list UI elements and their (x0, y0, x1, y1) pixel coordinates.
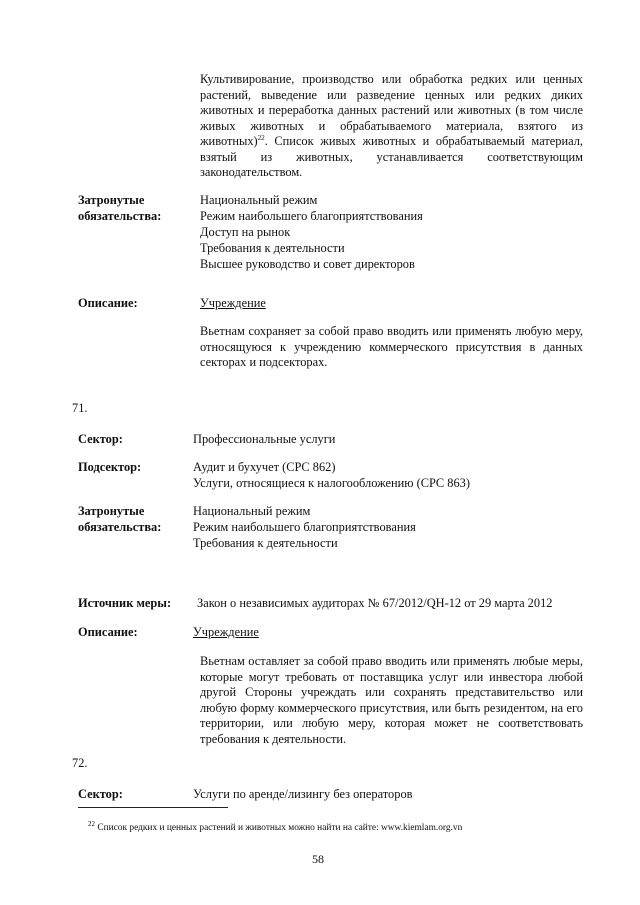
footnote-mark: 22 (88, 819, 95, 828)
obligation-item: Национальный режим (193, 504, 311, 518)
obligation-item: Доступ на рынок (200, 225, 291, 239)
block1-description-body: Вьетнам сохраняет за собой право вводить или применять любую меру, относящуюся к учреждению коммерческого присутствия в данных секторах и подсекторах. (200, 324, 583, 369)
page-number: 58 (312, 852, 324, 866)
obligations-label-line2: обязательства: (78, 520, 162, 534)
obligation-item: Требования к деятельности (200, 241, 345, 255)
footnote-separator (78, 807, 228, 808)
obligations-label-line2: обязательства: (78, 209, 162, 223)
block1-description-heading: Учреждение (200, 296, 266, 310)
entry71-description-heading: Учреждение (193, 625, 259, 639)
block1-description-paragraph (200, 72, 583, 181)
block1-obligations-list (200, 192, 423, 272)
entry71-description-body: Вьетнам оставляет за собой право вводить или применять любые меры, которые могут требовать от поставщика услуг или инвестора любой другой Стороны учреждать или сохранять представительство или любую форму коммерческого присутствия, или быть резидентом, на его территории, или любую меру, которая может не соответствовать требования к деятельности. (200, 654, 583, 746)
obligation-item: Высшее руководство и совет директоров (200, 257, 415, 271)
source-value (193, 595, 552, 611)
block1-description-text: Культивирование, производство или обработка редких или ценных растений, выведение или разведение ценных или редких диких животных и переработка данных растений или животных (в том числе живых животных и обрабатываемого материала, взятого из животных) (200, 72, 583, 148)
entry71-obligations-list (193, 503, 416, 551)
obligations-label-line1: Затронутые (78, 504, 145, 518)
footnote-reference[interactable]: 22 (257, 133, 265, 142)
sector-label: Сектор: (78, 432, 123, 446)
sector-value: Профессиональные услуги (193, 432, 336, 446)
source-text: Закон о независимых аудиторах № 67/2012/QH-12 от 29 марта 2012 (197, 596, 553, 610)
sector-label: Сектор: (78, 787, 123, 801)
sector-value: Услуги по аренде/лизингу без операторов (193, 787, 413, 801)
obligation-item: Требования к деятельности (193, 536, 338, 550)
entry71-description-label: Описание: (78, 625, 138, 639)
entry71-obligations-label (78, 503, 161, 535)
subsector-item: Аудит и бухучет (CPC 862) (193, 460, 336, 474)
entry-number: 72. (72, 756, 88, 770)
obligation-item: Режим наибольшего благоприятствования (193, 520, 416, 534)
block1-description-label: Описание: (78, 296, 138, 310)
subsector-item: Услуги, относящиеся к налогообложению (CPC 863) (193, 476, 470, 490)
block1-obligations-label (78, 192, 161, 224)
footnote (88, 819, 463, 834)
entry-number: 71. (72, 401, 88, 415)
subsector-label: Подсектор: (78, 460, 142, 474)
obligation-item: Режим наибольшего благоприятствования (200, 209, 423, 223)
obligation-item: Национальный режим (200, 193, 318, 207)
subsector-list (193, 459, 470, 491)
footnote-text: Список редких и ценных растений и животных можно найти на сайте: www.kiemlam.org.vn (95, 823, 463, 833)
source-label: Источник меры: (78, 596, 172, 610)
obligations-label-line1: Затронутые (78, 193, 145, 207)
block1-description-text-cont: . Список живых животных и обрабатываемый материал, взятый из животных, устанавливается соответствующим законодательством. (200, 134, 583, 179)
